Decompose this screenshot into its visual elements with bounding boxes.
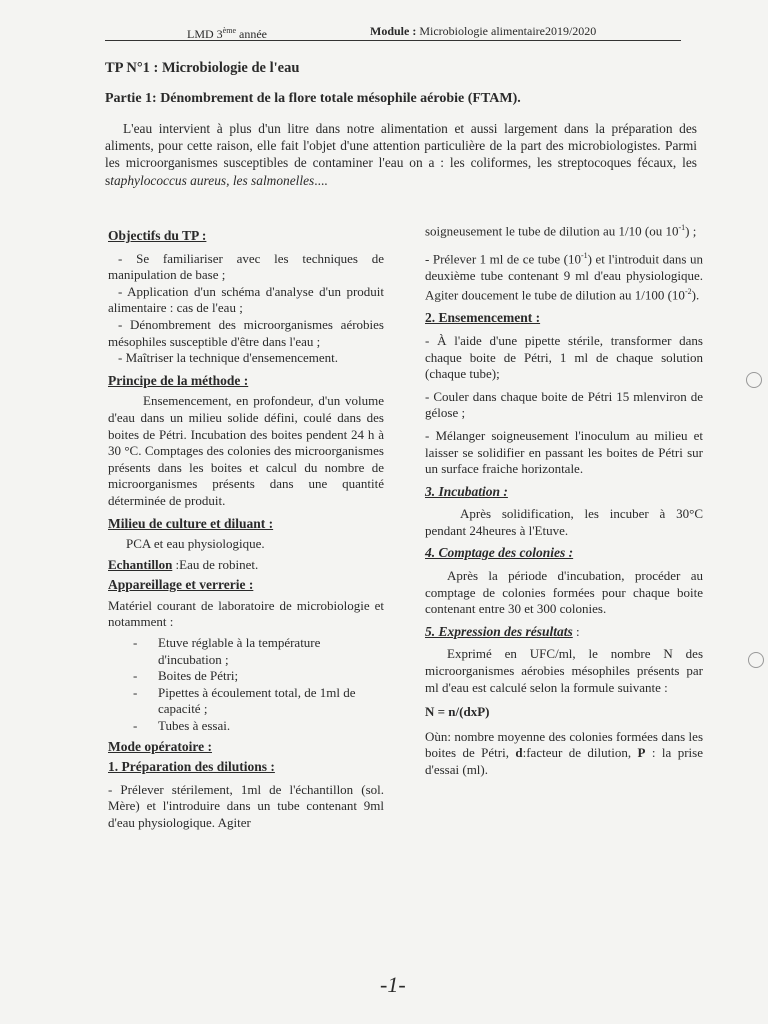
- seeding-step: - Couler dans chaque boite de Pétri 15 mlenviron de gélose ;: [425, 388, 703, 421]
- incubation-text: Après solidification, les incuber à 30°C pendant 24heures à l'Etuve.: [425, 506, 703, 538]
- formula: N = n/(dxP): [425, 704, 490, 720]
- results-text: Exprimé en UFC/ml, le nombre N des microorganismes aérobies mésophiles présents par ml d'eau est calculé selon la formule suivante :: [425, 646, 703, 695]
- right-column: [425, 220, 703, 779]
- principle-heading: Principe de la méthode :: [108, 372, 249, 388]
- dilution-text: - Prélever stérilement, 1ml de l'échantillon (sol. Mère) et l'introduire dans un tube contenant 9ml d'eau physiologique. Agiter: [108, 781, 384, 830]
- dilution-heading: 1. Préparation des dilutions :: [108, 759, 275, 775]
- incubation-heading: 3. Incubation :: [425, 483, 508, 499]
- punch-hole-mark: [746, 372, 762, 388]
- objective-item: - Application d'un schéma d'analyse d'un produit alimentaire : cas de l'eau ;: [108, 283, 384, 316]
- page-number: -1-: [380, 972, 406, 997]
- header-module: Module : Microbiologie alimentaire2019/2020: [370, 24, 597, 38]
- seeding-step: - À l'aide d'une pipette stérile, transformer dans chaque boite de Pétri, 1 ml de chaque solution (chaque tube);: [425, 332, 703, 382]
- medium-text: PCA et eau physiologique.: [126, 536, 265, 552]
- objectives-heading: Objectifs du TP :: [108, 228, 207, 243]
- punch-hole-mark: [748, 652, 764, 668]
- equipment-list: [108, 635, 384, 735]
- count-heading: 4. Comptage des colonies :: [425, 545, 574, 561]
- seeding-step: - Mélanger soigneusement l'inoculum au milieu et laisser se solidifier en passant les boites de Pétri sur un surface fraiche horizontale.: [425, 427, 703, 477]
- left-column: [108, 228, 384, 832]
- intro-paragraph: L'eau intervient à plus d'un litre dans notre alimentation et aussi largement dans la préparation des aliments, pour cette raison, elle fait l'objet d'une attention particulière de la part des microbiologistes. Parmi les microorganismes susceptibles de contaminer l'eau on a : les coliformes, les streptocoques fécaux, les staphylococcus aureus, les salmonelles....: [105, 121, 697, 188]
- dilution-step-2: - Prélever 1 ml de ce tube $(10^{-1})$ et l'introduit dans un deuxième tube contenant 9 ml d'eau physiologique. Agiter doucement le tube de dilution au 1/100 $(10^{-2})$.: [425, 250, 703, 303]
- seeding-heading: 2. Ensemencement :: [425, 310, 541, 326]
- principle-text: Ensemencement, en profondeur, d'un volume d'eau dans un milieu solide défini, coulé dans des boites de Pétri. Incubation des boites pendent 24 h à 30 °C. Comptages des colonies des microorganismes présents dans les boites et calcul du nombre de microorganismes présents dans une quantité déterminée de produit.: [108, 393, 384, 508]
- objective-item: - Se familiariser avec les techniques de manipulation de base ;: [108, 250, 384, 283]
- page-title: TP N°1 : Microbiologie de l'eau: [105, 60, 300, 76]
- count-text: Après la période d'incubation, procéder au comptage de colonies formées pour chaque boite contenant entre 30 et 300 colonies.: [425, 568, 703, 617]
- equipment-item: - Pipettes à écoulement total, de 1ml de capacité ;: [108, 685, 384, 718]
- header-rule: [105, 40, 681, 41]
- objective-item: - Dénombrement des microorganismes aérobies mésophiles susceptible d'être dans l'eau ;: [108, 316, 384, 349]
- equipment-item: - Etuve réglable à la température d'incubation ;: [108, 635, 384, 668]
- equipment-intro: Matériel courant de laboratoire de microbiologie et notamment :: [108, 597, 384, 630]
- equipment-heading: Appareillage et verrerie :: [108, 577, 254, 593]
- objective-item: - Maîtriser la technique d'ensemencement.: [118, 350, 339, 366]
- results-heading: 5. Expression des résultats :: [425, 623, 580, 639]
- page-header: [105, 22, 681, 41]
- equipment-item: - Boites de Pétri;: [108, 668, 384, 685]
- sample-line: Echantillon :Eau de robinet.: [108, 556, 259, 572]
- section-title: Partie 1: Dénombrement de la flore totale mésophile aérobie (FTAM).: [105, 91, 521, 106]
- dilution-continued: soigneusement le tube de dilution au 1/10 (ou $10^{-1}$) ;: [425, 223, 697, 239]
- medium-heading: Milieu de culture et diluant :: [108, 515, 274, 531]
- equipment-item: - Tubes à essai.: [108, 718, 384, 735]
- formula-legend: Oùn: nombre moyenne des colonies formées dans les boites de Pétri, d:facteur de dilution, P : la prise d'essai (ml).: [425, 728, 703, 778]
- procedure-heading: Mode opératoire :: [108, 738, 212, 754]
- header-level: LMD 3ème année: [187, 26, 267, 41]
